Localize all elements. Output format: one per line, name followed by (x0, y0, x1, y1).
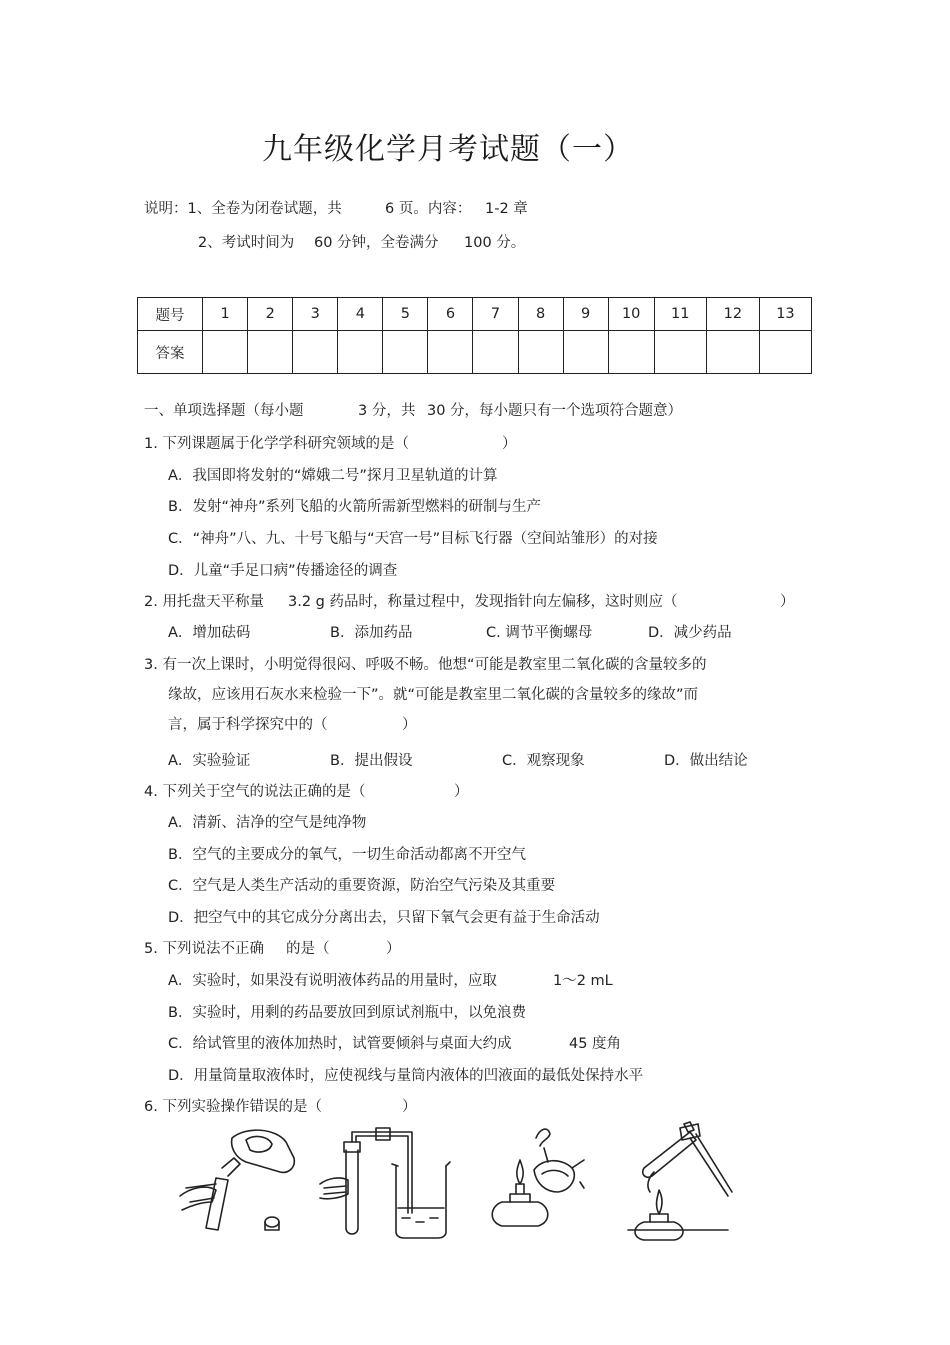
question-number: 11 (654, 298, 706, 331)
q2-option-d: D．减少药品 (648, 625, 732, 641)
q5-bracket-close: ） (386, 941, 401, 957)
notes-line1-b: 6 页。内容： (385, 201, 472, 217)
question-number: 6 (428, 298, 473, 331)
section-heading-a: 一、单项选择题（每小题 (144, 403, 304, 419)
q4-option-c: C．空气是人类生产活动的重要资源，防治空气污染及其重要 (168, 878, 556, 894)
q4-option-d: D．把空气中的其它成分分离出去，只留下氧气会更有益于生命活动 (168, 910, 600, 926)
q1-option-d: D．儿童“手足口病”传播途径的调查 (168, 563, 398, 579)
question-number: 2 (248, 298, 293, 331)
answer-cell[interactable] (428, 331, 473, 374)
notes-line1-a: 说明：1、全卷为闭卷试题，共 (144, 201, 342, 217)
notes-line2-a: 2、考试时间为 (198, 235, 295, 251)
answer-cell[interactable] (383, 331, 428, 374)
answer-cell[interactable] (293, 331, 338, 374)
q1-option-c: C．“神舟”八、九、十号飞船与“天宫一号”目标飞行器（空间站雏形）的对接 (168, 531, 658, 547)
question-number: 8 (518, 298, 563, 331)
question-number: 9 (563, 298, 608, 331)
page-title: 九年级化学月考试题（一） (262, 132, 634, 167)
answer-cell[interactable] (608, 331, 654, 374)
q3-line2: 缘故，应该用石灰水来检验一下”。就“可能是教室里二氧化碳的含量较多的缘故”而 (168, 687, 699, 703)
question-number: 10 (608, 298, 654, 331)
q3-option-d: D．做出结论 (664, 753, 748, 769)
q2-stem-b: 3.2 g 药品时，称量过程中，发现指针向左偏移，这时则应（ (288, 594, 678, 610)
q1-bracket-close: ） (502, 436, 517, 452)
notes-line2-c: 100 分。 (464, 235, 526, 251)
question-number: 1 (203, 298, 248, 331)
q4-stem: 4. 下列关于空气的说法正确的是（ (144, 784, 366, 800)
answer-cell[interactable] (759, 331, 811, 374)
question-number: 12 (706, 298, 759, 331)
answer-cell[interactable] (203, 331, 248, 374)
answer-table (137, 297, 812, 374)
q5-option-b: B．实验时，用剩的药品要放回到原试剂瓶中，以免浪费 (168, 1005, 526, 1021)
figure-heating-test-tube (624, 1118, 734, 1243)
question-number: 4 (338, 298, 383, 331)
q3-line3: 言，属于科学探究中的（ (168, 717, 328, 733)
question-number: 7 (473, 298, 518, 331)
q3-option-a: A．实验验证 (168, 753, 251, 769)
q3-option-b: B．提出假设 (330, 753, 413, 769)
q3-line1: 3. 有一次上课时，小明觉得很闷、呼吸不畅。他想“可能是教室里二氧化碳的含量较多的 (144, 657, 707, 673)
question-number-header: 题号 (138, 298, 203, 331)
notes-line1-c: 1-2 章 (485, 201, 528, 217)
q1-option-a: A．我国即将发射的“嫦娥二号”探月卫星轨道的计算 (168, 468, 498, 484)
section-heading-c: 30 分，每小题只有一个选项符合题意） (427, 403, 683, 419)
q5-stem-b: 的是（ (286, 941, 330, 957)
q3-option-c: C．观察现象 (502, 753, 585, 769)
question-number: 5 (383, 298, 428, 331)
answer-cell[interactable] (654, 331, 706, 374)
notes-line2-b: 60 分钟，全卷满分 (314, 235, 439, 251)
q5-option-a-amount: 1～2 mL (553, 973, 613, 989)
q1-option-b: B．发射“神舟”系列飞船的火箭所需新型燃料的研制与生产 (168, 499, 541, 515)
q3-bracket-close: ） (402, 717, 417, 733)
q2-stem-a: 2. 用托盘天平称量 (144, 594, 264, 610)
q2-option-a: A．增加砝码 (168, 625, 251, 641)
q6-bracket-close: ） (402, 1099, 417, 1115)
q4-bracket-close: ） (454, 784, 469, 800)
figure-pouring-liquid (176, 1118, 306, 1238)
q2-bracket-close: ） (780, 594, 795, 610)
question-number: 13 (759, 298, 811, 331)
q5-stem-a: 5. 下列说法不正确 (144, 941, 264, 957)
answer-cell[interactable] (338, 331, 383, 374)
answer-cell[interactable] (248, 331, 293, 374)
q2-option-c: C. 调节平衡螺母 (486, 625, 593, 641)
figure-airtightness-check (318, 1118, 468, 1243)
q4-option-b: B．空气的主要成分的氧气，一切生命活动都离不开空气 (168, 847, 526, 863)
section-heading-b: 3 分，共 (358, 403, 416, 419)
answer-cell[interactable] (706, 331, 759, 374)
q5-option-c-angle: 45 度角 (569, 1036, 622, 1052)
answer-cell[interactable] (473, 331, 518, 374)
q2-option-b: B．添加药品 (330, 625, 413, 641)
figure-lighting-lamp (484, 1118, 594, 1233)
q5-option-c: C．给试管里的液体加热时，试管要倾斜与桌面大约成 (168, 1036, 512, 1052)
answer-cell[interactable] (563, 331, 608, 374)
q5-option-d: D．用量筒量取液体时，应使视线与量筒内液体的凹液面的最低处保持水平 (168, 1068, 644, 1084)
answer-cell[interactable] (518, 331, 563, 374)
q4-option-a: A．清新、洁净的空气是纯净物 (168, 815, 367, 831)
q6-stem: 6. 下列实验操作错误的是（ (144, 1099, 322, 1115)
question-number: 3 (293, 298, 338, 331)
q5-option-a: A．实验时，如果没有说明液体药品的用量时，应取 (168, 973, 497, 989)
q1-stem: 1. 下列课题属于化学学科研究领域的是（ (144, 436, 409, 452)
answer-header: 答案 (138, 331, 203, 374)
